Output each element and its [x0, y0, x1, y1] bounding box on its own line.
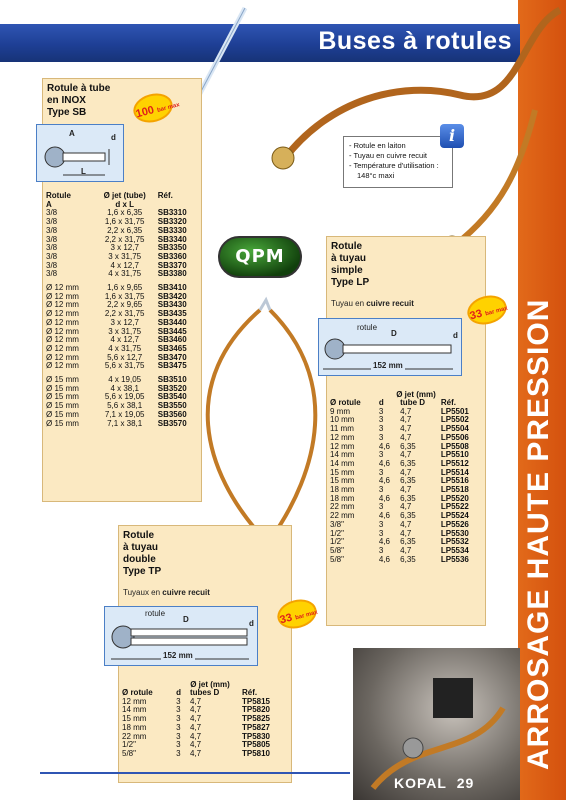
- tp-cell: 4,7: [189, 705, 202, 715]
- sb-badge-value: 100: [134, 104, 156, 121]
- lp-cell: LP5506: [440, 432, 469, 442]
- lp-cell: 6,35: [400, 554, 416, 564]
- tp-nozzle-image: [208, 300, 316, 559]
- tp-cell: TP5827: [241, 722, 271, 732]
- lp-cell: LP5518: [440, 485, 469, 495]
- tp-cell: 15 mm: [122, 714, 147, 724]
- tp-cell: TP5830: [241, 731, 271, 741]
- lp-cell: 4,6: [378, 458, 390, 468]
- lp-cell: 22 mm: [330, 502, 355, 512]
- sb-cell: 3/8: [46, 260, 58, 270]
- sb-cell: 5,6 x 19,05: [104, 392, 145, 402]
- lp-label-d: d: [453, 331, 458, 340]
- tp-table-body: [120, 698, 290, 759]
- lp-cell: 4,6: [378, 493, 390, 503]
- lp-cell: 3: [378, 415, 384, 425]
- lp-cell: 4,7: [400, 545, 412, 555]
- lp-cell: LP5532: [440, 537, 469, 547]
- lp-cell: 6,35: [400, 458, 416, 468]
- tp-cell: TP5805: [241, 740, 271, 750]
- sb-cell: 5,6 x 12,7: [107, 352, 143, 362]
- lp-cell: 4,6: [378, 554, 390, 564]
- tp-subtitle-bold: cuivre recuit: [162, 588, 210, 597]
- info-line: - Tuyau en cuivre recuit: [349, 151, 427, 160]
- sb-sub-jet: d x L: [115, 199, 134, 209]
- tp-col-d: d: [176, 688, 181, 697]
- lp-cell: 6,35: [400, 476, 416, 486]
- lp-cell: 14 mm: [330, 458, 355, 468]
- sb-cell: 5,6 x 31,75: [104, 361, 145, 371]
- lp-label-d-big: D: [391, 329, 397, 338]
- lp-cell: LP5522: [440, 502, 469, 512]
- lp-cell: 18 mm: [330, 493, 355, 503]
- sb-cell: Ø 12 mm: [46, 326, 79, 336]
- footer-brand: KOPAL: [394, 775, 447, 791]
- sb-cell: SB3370: [157, 260, 187, 270]
- footer-rule: [40, 772, 350, 774]
- sb-title-line: Type SB: [47, 107, 87, 118]
- lp-cell: 4,7: [400, 467, 412, 477]
- tp-table-wrap: [120, 680, 290, 759]
- sb-cell: 1,6 x 31,75: [104, 291, 145, 301]
- lp-cell: 4,7: [400, 519, 412, 529]
- tp-cell: 22 mm: [122, 731, 147, 741]
- tp-cell: 3: [176, 714, 181, 724]
- lp-table-body: [328, 408, 484, 565]
- sb-cell: SB3470: [157, 352, 187, 362]
- lp-cell: LP5510: [440, 450, 469, 460]
- tp-cell: TP5815: [241, 696, 271, 706]
- lp-cell: 18 mm: [330, 485, 355, 495]
- lp-table-row: [328, 556, 484, 565]
- lp-cell: 6,35: [400, 441, 416, 451]
- sb-sub-rotule: A: [46, 199, 52, 209]
- sb-cell: 2,2 x 31,75: [104, 309, 145, 319]
- sb-title-line: Rotule à tube: [47, 83, 111, 94]
- sb-label-l: L: [81, 167, 86, 176]
- lp-cell: 3: [378, 528, 384, 538]
- sb-cell: 4 x 19,05: [108, 375, 142, 385]
- tp-cell: 4,7: [189, 748, 202, 758]
- sb-cell: Ø 15 mm: [46, 401, 79, 411]
- lp-cell: 6,35: [400, 537, 416, 547]
- sb-cell: SB3440: [157, 317, 187, 327]
- sb-cell: SB3350: [157, 243, 187, 253]
- tp-cell: 3: [176, 696, 181, 706]
- qpm-logo: QPM: [218, 236, 302, 278]
- sb-cell: SB3540: [157, 392, 187, 402]
- lp-cell: 11 mm: [330, 424, 354, 434]
- page-number: 29: [456, 775, 475, 791]
- sb-cell: Ø 15 mm: [46, 409, 79, 419]
- tp-cell: 4,7: [189, 722, 202, 732]
- sb-cell: SB3445: [157, 326, 187, 336]
- info-icon: i: [440, 124, 464, 148]
- sb-cell: Ø 12 mm: [46, 352, 79, 362]
- tp-table-row: [120, 750, 290, 759]
- sb-col-rotule: Rotule: [46, 191, 71, 200]
- lp-cell: LP5514: [440, 467, 469, 477]
- footer-brand-page: [394, 775, 474, 791]
- sb-cell: SB3330: [157, 225, 187, 235]
- sb-cell: 3 x 12,7: [110, 317, 139, 327]
- sb-cell: 1,6 x 9,65: [107, 283, 143, 293]
- lp-cell: LP5526: [440, 519, 469, 529]
- lp-title-line: simple: [331, 265, 363, 276]
- sb-table-row: [44, 420, 200, 429]
- lp-label-rotule: rotule: [357, 323, 378, 332]
- tp-label-d-big: D: [183, 615, 189, 624]
- tp-cell: 4,7: [189, 696, 202, 706]
- info-line: - Rotule en laiton: [349, 141, 406, 150]
- lp-cell: LP5502: [440, 415, 469, 425]
- lp-title: [331, 241, 369, 289]
- info-line: - Température d'utilisation :: [349, 161, 439, 170]
- lp-cell: 1/2": [330, 537, 344, 547]
- lp-cell: LP5504: [440, 424, 469, 434]
- lp-subtitle: [331, 299, 414, 308]
- tp-subtitle-pre: Tuyaux en: [123, 588, 163, 597]
- sb-cell: 4 x 38,1: [110, 383, 139, 393]
- sb-cell: 2,2 x 31,75: [104, 234, 145, 244]
- tp-cell: 3: [176, 722, 181, 732]
- tp-cell: 4,7: [189, 714, 202, 724]
- lp-cell: 22 mm: [330, 511, 355, 521]
- lp-cell: 6,35: [400, 493, 416, 503]
- lp-cell: 4,6: [378, 476, 390, 486]
- sb-cell: 3/8: [46, 217, 58, 227]
- lp-title-line: Rotule: [331, 241, 363, 252]
- lp-cell: 4,7: [400, 528, 412, 538]
- lp-col-tube: tube D: [400, 398, 426, 407]
- sb-table: [44, 192, 200, 428]
- sb-cell: Ø 12 mm: [46, 283, 79, 293]
- tp-subtitle: [123, 588, 210, 597]
- sb-cell: 4 x 12,7: [110, 260, 139, 270]
- sb-badge-unit: bar max: [156, 102, 181, 114]
- lp-cell: 3: [378, 519, 384, 529]
- lp-cell: LP5516: [440, 476, 469, 486]
- lp-cell: 1/2": [330, 528, 344, 538]
- sb-cell: Ø 12 mm: [46, 335, 79, 345]
- lp-cell: 4,6: [378, 441, 390, 451]
- lp-cell: LP5524: [440, 511, 469, 521]
- tp-label-length: 152 mm: [163, 651, 193, 660]
- sb-cell: SB3520: [157, 383, 187, 393]
- sb-cell: SB3320: [157, 217, 187, 227]
- tp-cell: 3: [176, 748, 181, 758]
- lp-cell: 3/8": [330, 519, 344, 529]
- tp-cell: 14 mm: [122, 705, 147, 715]
- sb-cell: Ø 12 mm: [46, 309, 79, 319]
- sb-cell: 3 x 12,7: [110, 243, 139, 253]
- tp-cell: 4,7: [189, 731, 202, 741]
- lp-cell: 4,7: [400, 502, 412, 512]
- lp-cell: 12 mm: [330, 441, 355, 451]
- tp-title-line: Rotule: [123, 530, 155, 541]
- lp-cell: 4,7: [400, 485, 412, 495]
- lp-cell: 6,35: [400, 511, 416, 521]
- sb-cell: SB3475: [157, 361, 187, 371]
- lp-subtitle-bold: cuivre recuit: [366, 299, 414, 308]
- sb-cell: Ø 12 mm: [46, 317, 79, 327]
- sb-cell: SB3510: [157, 375, 187, 385]
- tp-title-line: à tuyau: [123, 542, 159, 553]
- lp-cell: 4,6: [378, 537, 390, 547]
- tp-cell: 5/8": [122, 748, 136, 758]
- sb-cell: SB3360: [157, 251, 187, 261]
- lp-table-wrap: [328, 390, 484, 564]
- lp-col-ref: Réf.: [440, 398, 456, 407]
- tp-table: [120, 689, 290, 759]
- tp-cell: 1/2": [122, 740, 136, 750]
- sb-cell: 7,1 x 38,1: [107, 418, 143, 428]
- lp-nozzle-image: [272, 10, 560, 256]
- sb-cell: SB3310: [157, 208, 187, 218]
- sb-col-jet: Ø jet (tube): [103, 191, 146, 200]
- tp-jet-header: Ø jet (mm): [190, 680, 230, 689]
- lp-subtitle-pre: Tuyau en: [331, 299, 367, 308]
- lp-label-length: 152 mm: [373, 361, 403, 370]
- lp-badge-value: 33: [468, 307, 484, 323]
- tp-diagram: [104, 606, 258, 666]
- lp-cell: 4,6: [378, 511, 390, 521]
- lp-cell: 3: [378, 502, 384, 512]
- lp-cell: 10 mm: [330, 415, 355, 425]
- sb-cell: 3/8: [46, 269, 58, 279]
- sb-cell: SB3340: [157, 234, 187, 244]
- lp-cell: LP5501: [440, 406, 469, 416]
- sb-cell: 4 x 12,7: [110, 335, 139, 345]
- tp-col-ref: Réf.: [241, 688, 258, 697]
- sb-cell: 3/8: [46, 225, 58, 235]
- lp-cell: 14 mm: [330, 450, 355, 460]
- sb-cell: Ø 15 mm: [46, 375, 79, 385]
- sb-cell: Ø 15 mm: [46, 383, 79, 393]
- tp-cell: TP5825: [241, 714, 271, 724]
- lp-cell: 4,7: [400, 406, 412, 416]
- lp-cell: LP5534: [440, 545, 469, 555]
- lp-col-rotule: Ø rotule: [330, 398, 361, 407]
- sb-cell: SB3460: [157, 335, 187, 345]
- sb-cell: Ø 12 mm: [46, 300, 79, 310]
- tp-cell: 4,7: [189, 740, 202, 750]
- lp-cell: 3: [378, 432, 384, 442]
- sb-cell: SB3410: [157, 283, 187, 293]
- sb-cell: 2,2 x 6,35: [107, 225, 143, 235]
- lp-title-line: à tuyau: [331, 253, 367, 264]
- sb-cell: SB3380: [157, 269, 187, 279]
- tp-cell: TP5820: [241, 705, 271, 715]
- tp-cell: 3: [176, 731, 181, 741]
- lp-col-d: d: [378, 398, 384, 407]
- sb-title: [47, 83, 110, 119]
- tp-label-d: d: [249, 619, 254, 628]
- sb-table-wrap: [44, 192, 200, 428]
- sb-cell: Ø 12 mm: [46, 361, 79, 371]
- info-box: [343, 136, 453, 188]
- lp-cell: 5/8": [330, 545, 344, 555]
- sb-cell: 1,6 x 6,35: [107, 208, 143, 218]
- sb-cell: 5,6 x 38,1: [107, 401, 143, 411]
- sb-table-body: [44, 209, 200, 428]
- lp-cell: 15 mm: [330, 476, 355, 486]
- sb-cell: SB3570: [157, 418, 187, 428]
- lp-table: [328, 399, 484, 564]
- tp-cell: 18 mm: [122, 722, 147, 732]
- tp-title: [123, 530, 161, 578]
- lp-cell: 4,7: [400, 450, 412, 460]
- sb-cell: Ø 15 mm: [46, 418, 79, 428]
- sb-title-line: en INOX: [47, 95, 86, 106]
- sb-cell: 3 x 31,75: [108, 326, 142, 336]
- tp-cell: 3: [176, 740, 181, 750]
- side-banner-text: ARROSAGE HAUTE PRESSION: [522, 298, 555, 770]
- sb-table-row: [44, 362, 200, 371]
- page-title: Buses à rotules: [318, 27, 512, 55]
- lp-cell: 15 mm: [330, 467, 355, 477]
- lp-cell: 3: [378, 485, 384, 495]
- lp-cell: LP5520: [440, 493, 469, 503]
- lp-cell: 9 mm: [330, 406, 350, 416]
- lp-badge-unit: bar max: [484, 305, 509, 318]
- sb-table-row: [44, 270, 200, 279]
- tp-cell: 12 mm: [122, 696, 147, 706]
- lp-cell: LP5530: [440, 528, 469, 538]
- sb-cell: 3/8: [46, 234, 58, 244]
- lp-cell: LP5512: [440, 458, 469, 468]
- sb-cell: SB3420: [157, 291, 187, 301]
- sb-cell: 4 x 31,75: [108, 343, 142, 353]
- tp-title-line: double: [123, 554, 156, 565]
- sb-cell: Ø 15 mm: [46, 392, 79, 402]
- info-line: 148°c maxi: [357, 171, 395, 180]
- lp-cell: LP5508: [440, 441, 469, 451]
- tp-cell: TP5810: [241, 748, 271, 758]
- sb-cell: 3/8: [46, 208, 58, 218]
- sb-cell: 7,1 x 19,05: [104, 409, 145, 419]
- lp-cell: 3: [378, 467, 384, 477]
- tp-col-tubes: tubes D: [189, 688, 220, 697]
- sb-diagram: [36, 124, 124, 182]
- sb-cell: 3/8: [46, 251, 58, 261]
- lp-cell: 4,7: [400, 424, 412, 434]
- sb-cell: SB3465: [157, 343, 187, 353]
- sb-label-d: d: [111, 133, 116, 142]
- lp-title-line: Type LP: [331, 277, 370, 288]
- sb-cell: 1,6 x 31,75: [104, 217, 145, 227]
- lp-diagram: [318, 318, 462, 376]
- tp-col-rotule: Ø rotule: [122, 688, 153, 697]
- lp-cell: 3: [378, 450, 384, 460]
- sb-label-a: A: [69, 129, 75, 138]
- sb-cell: Ø 12 mm: [46, 291, 79, 301]
- tp-badge-value: 33: [278, 611, 294, 627]
- lp-cell: 4,7: [400, 432, 412, 442]
- lp-cell: 5/8": [330, 554, 344, 564]
- sb-cell: Ø 12 mm: [46, 343, 79, 353]
- sb-cell: SB3430: [157, 300, 187, 310]
- tp-badge-unit: bar max: [294, 609, 319, 622]
- sb-cell: 3 x 31,75: [108, 251, 142, 261]
- tp-cell: 3: [176, 705, 181, 715]
- sb-cell: SB3560: [157, 409, 187, 419]
- lp-cell: 3: [378, 424, 384, 434]
- sb-cell: 2,2 x 9,65: [107, 300, 143, 310]
- sb-cell: 4 x 31,75: [108, 269, 142, 279]
- lp-cell: LP5536: [440, 554, 469, 564]
- tp-label-rotule: rotule: [145, 609, 166, 618]
- sb-cell: SB3550: [157, 401, 187, 411]
- tp-title-line: Type TP: [123, 566, 162, 577]
- lp-jet-header: Ø jet (mm): [396, 390, 436, 399]
- sb-cell: 3/8: [46, 243, 58, 253]
- lp-cell: 4,7: [400, 415, 412, 425]
- lp-cell: 3: [378, 545, 384, 555]
- sb-col-ref: Réf.: [157, 191, 173, 200]
- sb-cell: SB3435: [157, 309, 187, 319]
- lp-cell: 12 mm: [330, 432, 355, 442]
- lp-cell: 3: [378, 406, 384, 416]
